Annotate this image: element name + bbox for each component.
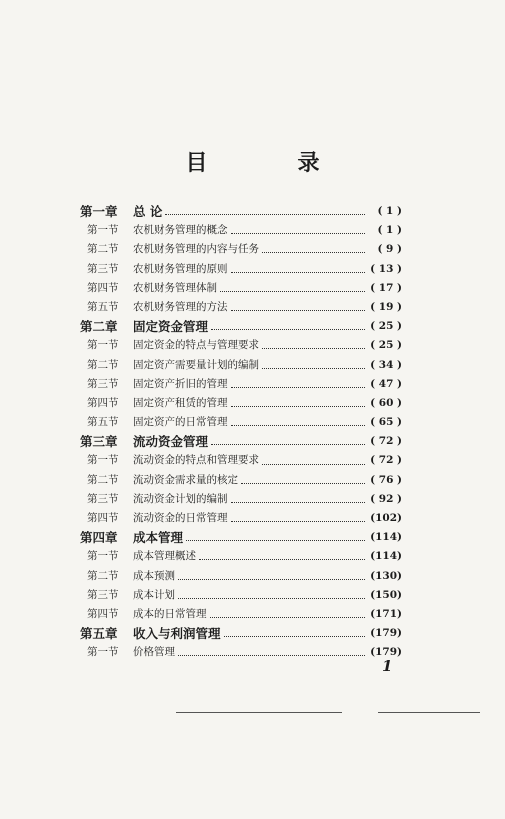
toc-entry-page: ( 25 )	[370, 320, 402, 333]
toc-leader-dots	[224, 636, 365, 637]
toc-chapter-row	[80, 528, 402, 547]
toc-entry-number: 第一节	[87, 339, 119, 352]
toc-section-row	[80, 336, 402, 355]
toc-entry-title: 固定资金的特点与管理要求	[133, 339, 259, 352]
toc-section-row	[80, 240, 402, 259]
toc-leader-dots	[199, 559, 365, 560]
toc-section-row	[80, 643, 402, 662]
toc-leader-dots	[178, 579, 365, 580]
toc-entry-number: 第五章	[80, 626, 118, 642]
toc-leader-dots	[178, 598, 365, 599]
toc-entry-page: ( 13 )	[370, 262, 402, 275]
toc-entry-page: ( 34 )	[370, 358, 402, 371]
toc-entry-title: 农机财务管理的方法	[133, 300, 228, 313]
toc-leader-dots	[262, 368, 365, 369]
toc-section-row	[80, 298, 402, 317]
toc-chapter-row	[80, 624, 402, 643]
bottom-rule-left	[176, 712, 342, 713]
toc-leader-dots	[262, 252, 365, 253]
toc-leader-dots	[262, 348, 365, 349]
toc-entry-page: (130)	[370, 569, 402, 582]
toc-entry-page: ( 47 )	[370, 377, 402, 390]
toc-entry-number: 第三章	[80, 434, 118, 450]
toc-entry-number: 第四章	[80, 530, 118, 546]
toc-section-row	[80, 567, 402, 586]
toc-entry-page: ( 60 )	[370, 396, 402, 409]
toc-entry-number: 第四节	[87, 607, 119, 620]
toc-entry-page: ( 72 )	[370, 454, 402, 467]
toc-entry-page: ( 65 )	[370, 416, 402, 429]
toc-entry-title: 农机财务管理的概念	[133, 224, 228, 237]
toc-leader-dots	[186, 540, 365, 541]
toc-leader-dots	[231, 406, 366, 407]
toc-entry-title: 流动资金管理	[133, 434, 209, 450]
toc-leader-dots	[211, 329, 365, 330]
toc-entry-number: 第一章	[80, 204, 118, 219]
toc-entry-page: (114)	[370, 550, 402, 563]
toc-entry-title: 农机财务管理的原则	[133, 262, 228, 275]
toc-entry-title: 固定资产租赁的管理	[133, 396, 228, 409]
toc-entry-title: 固定资金管理	[133, 319, 209, 335]
toc-section-row	[80, 221, 402, 240]
toc-entry-title: 成本的日常管理	[133, 607, 207, 620]
toc-entry-title: 固定资产需要量计划的编制	[133, 358, 259, 371]
toc-entry-page: ( 19 )	[370, 300, 402, 313]
toc-section-row	[80, 586, 402, 605]
toc-entry-page: (171)	[370, 607, 402, 620]
toc-entry-page: (179)	[370, 646, 402, 659]
toc-leader-dots	[220, 291, 365, 292]
toc-section-row	[80, 279, 402, 298]
toc-leader-dots	[165, 214, 365, 215]
toc-entry-number: 第三节	[87, 377, 119, 390]
toc-leader-dots	[231, 233, 366, 234]
toc-entry-title: 收入与利润管理	[133, 626, 221, 642]
toc-leader-dots	[231, 310, 366, 311]
toc-entry-number: 第二节	[87, 473, 119, 486]
toc-entry-page: ( 25 )	[370, 339, 402, 352]
toc-entry-title: 总 论	[133, 204, 163, 219]
toc-chapter-row	[80, 202, 402, 221]
toc-entry-title: 固定资产的日常管理	[133, 416, 228, 429]
toc-section-row	[80, 356, 402, 375]
toc-entry-number: 第二节	[87, 358, 119, 371]
toc-entry-title: 成本计划	[133, 588, 175, 601]
toc-entry-title: 成本管理概述	[133, 550, 196, 563]
toc-entry-number: 第五节	[87, 300, 119, 313]
toc-leader-dots	[262, 464, 365, 465]
toc-section-row	[80, 451, 402, 470]
toc-entry-number: 第三节	[87, 588, 119, 601]
table-of-contents	[80, 202, 402, 663]
toc-entry-page: ( 9 )	[377, 243, 402, 256]
page-title: 目 录	[185, 150, 354, 176]
toc-leader-dots	[178, 655, 365, 656]
toc-section-row	[80, 605, 402, 624]
toc-leader-dots	[231, 502, 366, 503]
toc-entry-page: ( 92 )	[370, 492, 402, 505]
toc-entry-number: 第一节	[87, 550, 119, 563]
toc-section-row	[80, 413, 402, 432]
toc-leader-dots	[231, 521, 366, 522]
toc-entry-page: (114)	[370, 531, 402, 544]
toc-entry-title: 价格管理	[133, 646, 175, 659]
toc-entry-number: 第一节	[87, 224, 119, 237]
toc-entry-title: 流动资金的特点和管理要求	[133, 454, 259, 467]
toc-leader-dots	[231, 387, 366, 388]
toc-entry-page: (150)	[370, 588, 402, 601]
toc-entry-title: 流动资金的日常管理	[133, 512, 228, 524]
toc-leader-dots	[231, 272, 366, 273]
toc-entry-number: 第二节	[87, 243, 119, 256]
toc-entry-number: 第一节	[87, 454, 119, 467]
toc-entry-page: (179)	[370, 627, 402, 640]
toc-entry-page: ( 1 )	[377, 205, 402, 217]
toc-entry-page: (102)	[370, 512, 402, 524]
toc-leader-dots	[211, 444, 365, 445]
toc-leader-dots	[241, 483, 365, 484]
toc-section-row	[80, 375, 402, 394]
toc-entry-title: 成本管理	[133, 530, 184, 546]
toc-entry-title: 流动资金需求量的核定	[133, 473, 238, 486]
toc-entry-title: 成本预测	[133, 569, 175, 582]
toc-entry-number: 第三节	[87, 262, 119, 275]
toc-entry-title: 流动资金计划的编制	[133, 492, 228, 505]
toc-chapter-row	[80, 317, 402, 336]
page-number: 1	[382, 657, 393, 675]
toc-leader-dots	[231, 425, 366, 426]
toc-entry-number: 第五节	[87, 416, 119, 429]
bottom-rule-right	[378, 712, 480, 713]
toc-section-row	[80, 394, 402, 413]
toc-entry-page: ( 72 )	[370, 435, 402, 448]
toc-entry-title: 农机财务管理的内容与任务	[133, 243, 259, 256]
toc-entry-number: 第二节	[87, 569, 119, 582]
toc-entry-page: ( 1 )	[377, 224, 402, 237]
toc-entry-title: 固定资产折旧的管理	[133, 377, 228, 390]
toc-section-row	[80, 490, 402, 509]
toc-entry-number: 第一节	[87, 646, 119, 659]
toc-chapter-row	[80, 432, 402, 451]
toc-entry-number: 第四节	[87, 396, 119, 409]
toc-entry-number: 第四节	[87, 281, 119, 294]
toc-entry-title: 农机财务管理体制	[133, 281, 217, 294]
toc-entry-number: 第二章	[80, 319, 118, 335]
toc-entry-page: ( 17 )	[370, 281, 402, 294]
toc-section-row	[80, 471, 402, 490]
toc-section-row	[80, 509, 402, 528]
toc-section-row	[80, 547, 402, 566]
toc-leader-dots	[210, 617, 366, 618]
toc-section-row	[80, 260, 402, 279]
toc-entry-page: ( 76 )	[370, 473, 402, 486]
toc-entry-number: 第四节	[87, 512, 119, 524]
toc-entry-number: 第三节	[87, 492, 119, 505]
